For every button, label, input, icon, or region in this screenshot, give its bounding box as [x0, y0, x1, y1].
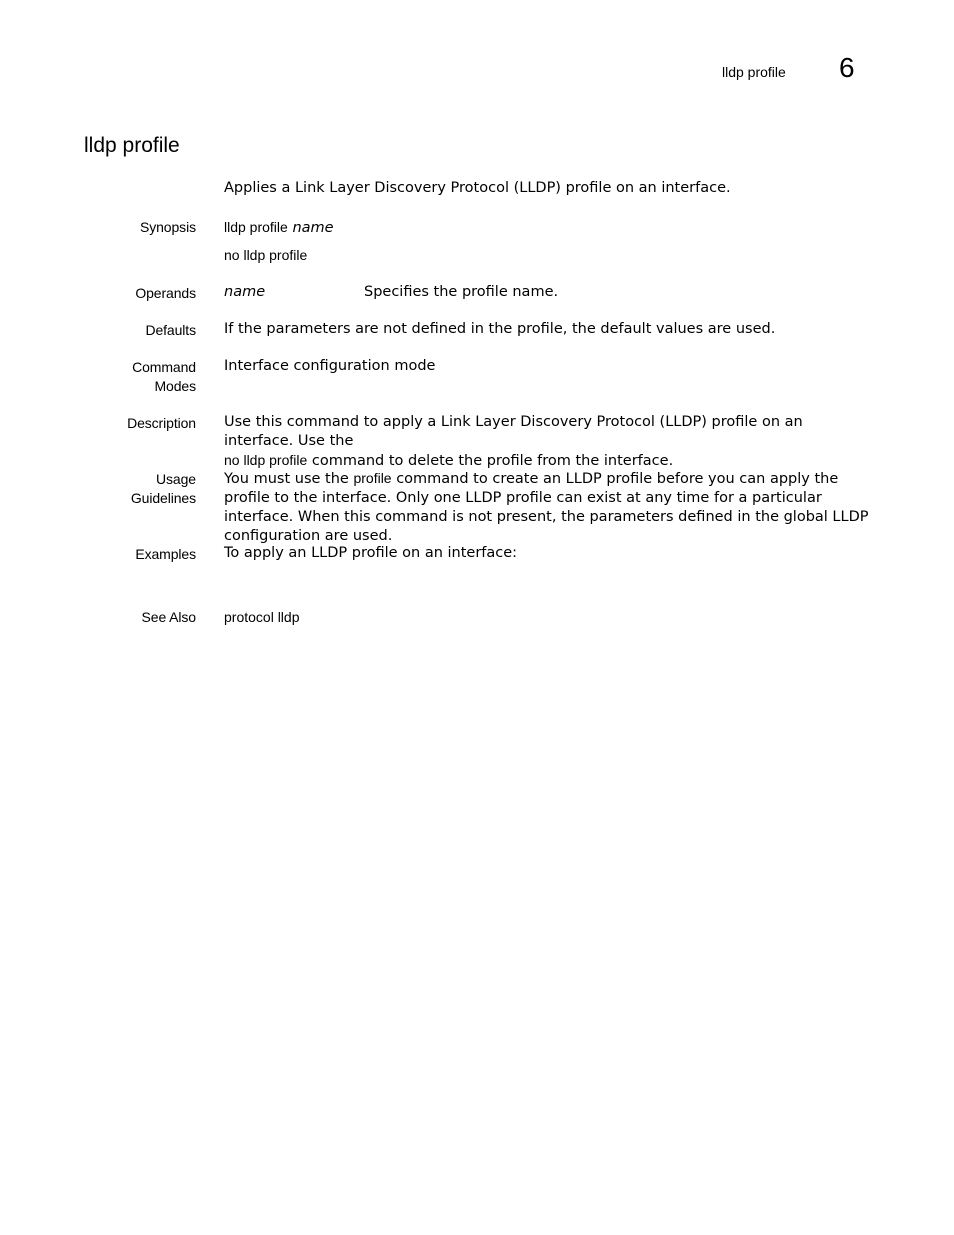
description-label: Description: [127, 415, 196, 431]
command-modes-label: [132, 358, 196, 396]
examples-text: To apply an LLDP profile on an interface:: [224, 545, 518, 561]
usage-text-b: command to create an LLDP profile before you can apply the profile to the interface. Only one LLDP profile can exist at any time for a particular interface. When this command is not present, the parameters defined in the global LLDP configuration are used.: [224, 471, 869, 544]
see-also-label: See Also: [141, 609, 196, 625]
description-text-a: Use this command to apply a Link Layer Discovery Protocol (LLDP) profile on an interface. Use the: [224, 414, 803, 449]
defaults-text: If the parameters are not defined in the profile, the default values are used.: [224, 321, 776, 337]
usage-cmd: profile: [353, 470, 392, 486]
description-text-b: command to delete the profile from the interface.: [307, 453, 674, 469]
running-head: lldp profile: [722, 64, 786, 80]
operand-description: Specifies the profile name.: [364, 284, 559, 300]
command-modes-label-line2: Modes: [154, 378, 196, 394]
usage-label-line1: Usage: [156, 471, 196, 487]
see-also-link[interactable]: protocol lldp: [224, 609, 300, 625]
synopsis-cmd-arg: name: [292, 220, 334, 236]
usage-text-a: You must use the: [224, 471, 354, 487]
intro-text: Applies a Link Layer Discovery Protocol (LLDP) profile on an interface.: [224, 180, 731, 196]
synopsis-command: [224, 218, 874, 238]
synopsis-command-no: no lldp profile: [224, 247, 308, 263]
examples-label: Examples: [135, 546, 196, 562]
synopsis-cmd-1: lldp profile: [224, 219, 288, 235]
synopsis-label: Synopsis: [139, 219, 196, 235]
description-cmd: no lldp profile: [224, 452, 308, 468]
defaults-label: Defaults: [145, 322, 196, 338]
page-title: lldp profile: [84, 134, 180, 157]
command-modes-label-line1: Command: [132, 359, 196, 375]
description-text: [224, 413, 874, 471]
chapter-number: 6: [839, 52, 855, 83]
operands-label: Operands: [135, 285, 196, 301]
usage-label: [131, 470, 196, 508]
usage-text: [224, 469, 870, 546]
operand-name: name: [224, 284, 266, 300]
usage-label-line2: Guidelines: [130, 490, 196, 506]
command-modes-text: Interface configuration mode: [224, 358, 436, 374]
